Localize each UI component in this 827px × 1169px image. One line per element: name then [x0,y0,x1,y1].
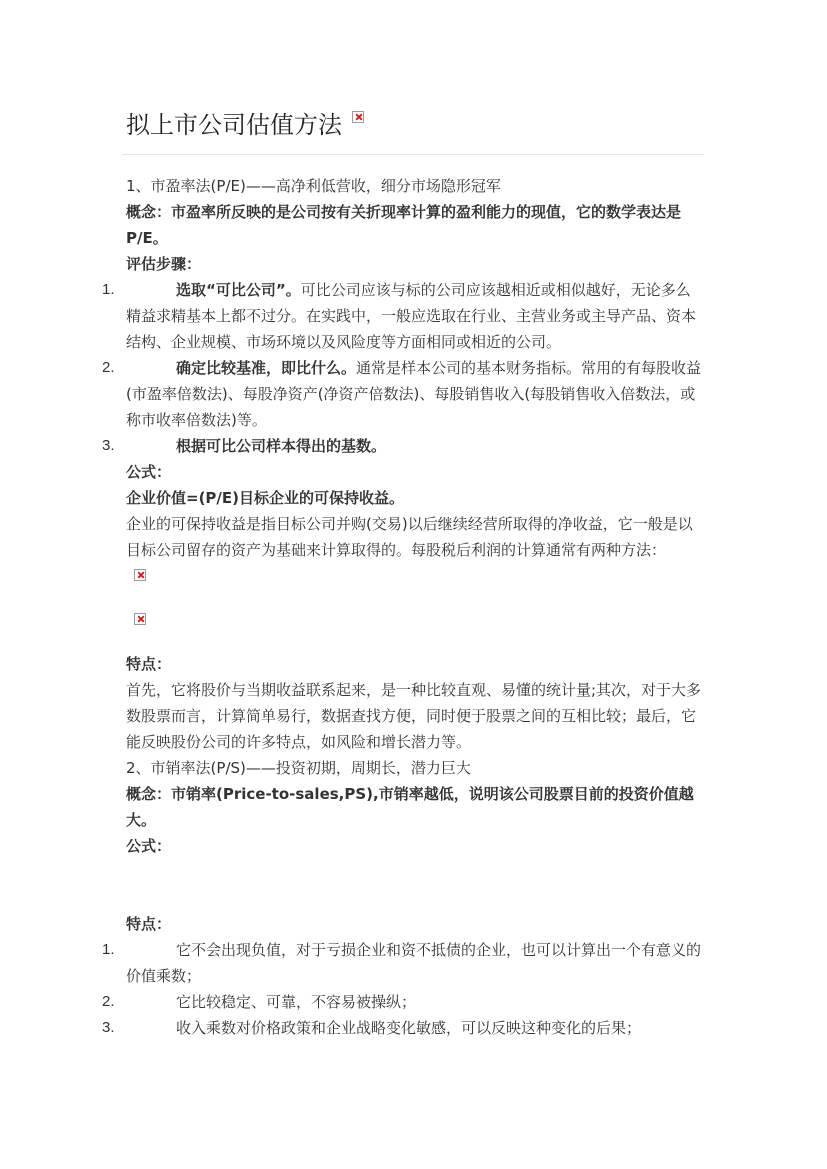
feature-item [102,937,703,989]
feature-number: 3. [102,1019,115,1036]
step-number: 3. [102,437,115,454]
formula-label: 公式： [126,463,172,481]
feature-text: 收入乘数对价格政策和企业战略变化敏感，可以反映这种变化的后果； [176,1019,642,1037]
section2-heading: 2、市销率法(P/S)——投资初期，周期长，潜力巨大 [126,759,471,777]
formula-image-1 [126,563,703,607]
section2-features-label: 特点： [126,915,172,933]
feature-item [102,989,703,1015]
feature-item [102,1015,703,1041]
section2-concept: 概念：市销率(Price-to-sales,PS),市销率越低，说明该公司股票目前的投资价值越大。 [126,785,694,829]
article-body [102,173,703,1041]
section1-heading: 1、市盈率法(P/E)——高净利低营收，细分市场隐形冠军 [126,177,501,195]
feature-number: 2. [102,993,115,1010]
formula-image-2 [126,607,703,651]
step-text: 可比公司应该与标的公司应该越相近或相似越好，无论多么精益求精基本上都不过分。在实践中，一般应选取在行业、主营业务或主导产品、资本结构、企业规模、市场环境以及风险度等方面相同或相近的公司。 [126,281,697,351]
formula-blank-space [126,859,703,911]
step-number: 2. [102,359,115,376]
formula: 企业价值=(P/E)目标企业的可保持收益。 [126,489,404,507]
features-label: 特点： [126,655,172,673]
broken-image-icon [134,569,146,581]
step-item [102,355,703,433]
feature-text: 它比较稳定、可靠，不容易被操纵； [176,993,417,1011]
section2-formula-label: 公式： [126,837,172,855]
step-bold: 选取“可比公司”。 [176,281,301,299]
section1-concept: 概念：市盈率所反映的是公司按有关折现率计算的盈利能力的现值，它的数学表达是 P/E。 [126,203,682,247]
features-text: 首先，它将股价与当期收益联系起来，是一种比较直观、易懂的统计量;其次，对于大多数股票而言，计算简单易行，数据查找方便，同时便于股票之间的互相比较；最后，它能反映股份公司的许多特点，如风险和增长潜力等。 [126,681,702,751]
broken-image-icon [134,613,146,625]
step-bold: 确定比较基准，即比什么。 [176,359,357,377]
formula-description: 企业的可保持收益是指目标公司并购(交易)以后继续经营所取得的净收益，它一般是以目标公司留存的资产为基础来计算取得的。每股税后利润的计算通常有两种方法： [126,515,693,559]
page-title: 拟上市公司估值方法 [126,111,342,139]
step-item [102,433,703,459]
steps-label: 评估步骤： [126,255,202,273]
step-bold: 根据可比公司样本得出的基数。 [176,437,387,455]
broken-image-icon [352,111,364,123]
step-text: 通常是样本公司的基本财务指标。常用的有每股收益(市盈率倍数法)、每股净资产(净资产倍数法)、每股销售收入(每股销售收入倍数法，或称市收率倍数法)等。 [126,359,702,429]
title-row [126,108,364,142]
step-number: 1. [102,281,115,298]
feature-text: 它不会出现负值，对于亏损企业和资不抵债的企业，也可以计算出一个有意义的价值乘数； [126,941,702,985]
feature-number: 1. [102,941,115,958]
title-divider [122,154,704,155]
step-item [102,277,703,355]
